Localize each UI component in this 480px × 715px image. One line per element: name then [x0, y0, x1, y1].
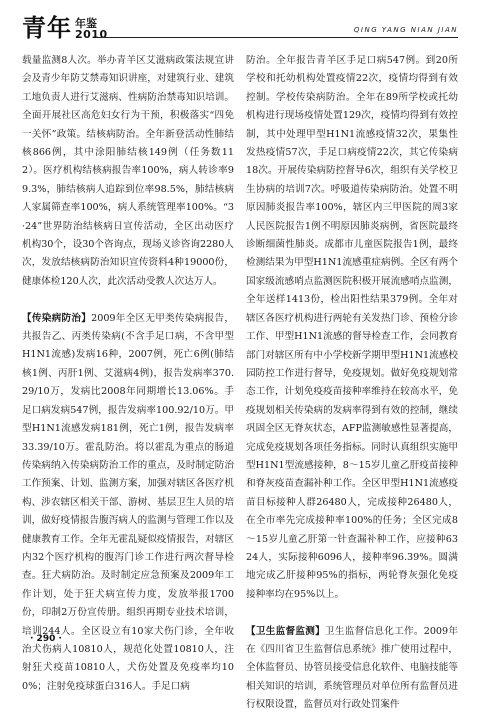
right-paragraph-1: 防治。全年报告青羊区手足口病547例。到20所学校和托幼机构处置疫情22次，疫情均得到有效控制。学校传染病防治。全年在89所学校或托幼机构进行现场疫情处置129次，疫情均得到有效控制，其中处理甲型H1N1流感疫情32次，果集性发热疫情57次，手足口病疫情22次，其它传染病18次。开展传染病防控督导6次，组织有关学校卫生协病的培训7次。呼吸道传染病防治。处置不明原因肺炎报告率100%，辖区内三甲医院的周3家人民医院报告1例不明原因肺炎病例，省医院最终诊断细菌性肺炎。成都市儿童医院报告1例，最终检测结果为甲型H1N1流感重症病例。全区有两个国家级流感哨点监测医院积极开展流感哨点监测，全年送样1413份，检出阳性结果379例。全年对辖区各医疗机构进行两轮有关发热门诊、预检分诊工作、甲型H1N1流感的督导检查工作，会同教育部门对辖区所有中小学校新学期甲型H1N1流感校园防控工作进行督导，免疫规划。做好免疫规划常态工作，计划免疫疫苗接种率维持在较高水平，免疫规划相关传染病的发病率得到有效的控制，继续巩固全区无脊灰状态，AFP监测敏感性显著提高，完成免疫规划各项任务指标。同时认真组织实施甲型H1N1型流感接种，8～15岁儿童乙肝疫苗接种和脊灰疫苗查漏补种工作。全区甲型H1N1流感疫苗目标接种人群26480人，完成接种26480人，在全市率先完成接种率100%的任务；全区完成8～15岁儿童乙肝第一针查漏补种工作，应接种6324人，实际接种6096人，接种率96.39%。圆满地完成乙肝接种95%的指标，两轮脊灰强化免疫接种率均在95%以上。	[246, 55, 458, 600]
header-rule	[96, 37, 458, 38]
header-english-title: QING YANG NIAN JIAN	[353, 26, 458, 34]
right-section-2	[246, 623, 458, 715]
section-title-health-supervision: 【卫生监督监测】	[246, 625, 325, 637]
left-section-2-body: 2009年全区无甲类传染病报告，共报告乙、丙类传染病(不含手足口病，不含甲型H1N1流感)发病16种，2007例，死亡6例(肺结核1例、丙肝1例、艾滋病4例)，报告发病率370.29/10万，发病比2008年同期增长13.06%。手足口病发病547例，报告发病率100.92/10万。甲型H1N1流感发病181例，死亡1例，报告发病率33.39/10万。霍乱防治。将以霍乱为重点的肠道传染病纳入传染病防治工作的重点，及时制定防治工作预案、计划、监测方案，加强对辖区各医疗机构、涉农辖区相关干部、游树、基层卫生人员的培训，做好疫情报告腹泻病人的监测与管理工作以及健康教育工作。全年无霍乱疑似疫情报告，对辖区内32个医疗机构的腹泻门诊工作进行两次督导检查。狂犬病防治。及时制定应急预案及2009年工作计划，处于狂犬病宣传力度，发放举报1700份，印制2万份宣传册。组织再期专业技术培训，培训244人。全区设立有10家犬伤门诊，全年收治犬伤病人10810人，规范化处置10810人，注射狂犬疫苗10810人，犬伤处置及免疫率均100%；注射免疫球蛋白316人。手足口病	[22, 312, 234, 692]
paragraph-gap	[246, 604, 458, 622]
logo-year: 2010	[75, 28, 108, 41]
logo-brush-text: 青年	[22, 13, 72, 42]
right-section-2-body: 卫生监督信息化工作。2009年在《四川省卫生监督信息系统》推广使用过程中，全体监督员、协管员接受信息化软件、电脑技能等相关知识的培训，系统管理员对单位所有监督员进行权限设置，监督员对行政处罚案件	[246, 625, 458, 711]
page-header	[0, 0, 480, 46]
logo-label: 年鉴	[75, 17, 97, 30]
left-paragraph-1: 载量监测8人次。举办青羊区艾滋病政策法规宣讲会及青少年防艾禁毒知识讲座，对建筑行业、建筑工地负责人进行艾滋病、性病防治禁毒知识培训。全面开展社区高危妇女行为干预，积极落实“四免一关怀”政策。结核病防治。全年新登活动性肺结核866例，其中涂阳肺结核149例（任务数112）。医疗机构结核病报告率100%，病人转诊率99.3%，肺结核病人追踪到位率98.5%，肺结核病人家属筛查率100%，病人系统管理率100%。“3·24”世界防治结核病日宣传活动，全区出动医疗机构30个，设30个咨询点，现场义诊咨询2280人次，发放结核病防治知识宣传资料4种19000份，健康体检120人次，此次活动受教人次达万人。	[22, 55, 234, 287]
left-column	[22, 52, 234, 696]
yearbook-logo	[22, 10, 108, 40]
paragraph-gap	[22, 291, 234, 309]
section-title-infectious-disease: 【传染病防治】	[22, 312, 92, 324]
page-number: · 290 ·	[30, 634, 62, 644]
right-column	[246, 52, 458, 715]
